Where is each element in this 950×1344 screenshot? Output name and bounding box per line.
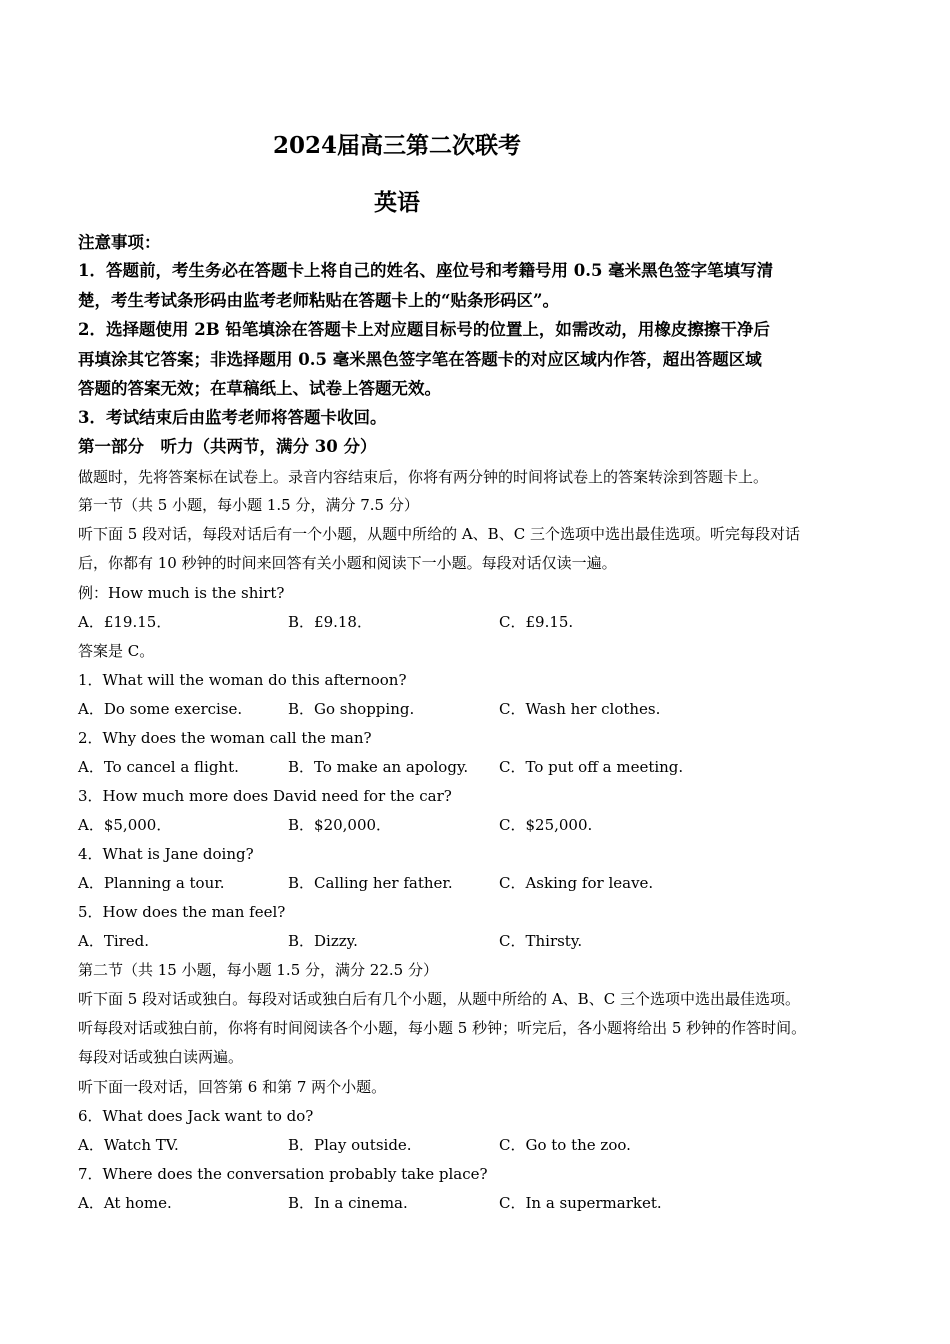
notice-item-1-line-1: 1．答题前，考生务必在答题卡上将自己的姓名、座位号和考籍号用 0.5 毫米黑色签字笔填写清 [78,261,774,280]
question-2: 2．Why does the woman call the man? [78,729,372,747]
question-7-option-b: B．In a cinema. [288,1194,408,1212]
question-2-option-c: C．To put off a meeting. [499,758,684,776]
section1-heading: 第一节（共 5 小题，每小题 1.5 分，满分 7.5 分） [78,496,419,514]
question-1-options [78,695,878,724]
question-1: 1．What will the woman do this afternoon? [78,671,407,689]
notice-item-2-line-2: 再填涂其它答案；非选择题用 0.5 毫米黑色签字笔在答题卡的对应区域内作答，超出答题区域 [78,350,762,369]
exam-subject: 英语 [374,189,420,216]
example-options [78,608,878,637]
question-3-option-b: B．$20,000． [288,816,392,834]
question-6-option-a: A．Watch TV. [78,1136,179,1154]
question-6-options [78,1131,878,1160]
example-question: 例：How much is the shirt? [78,584,285,602]
question-3-option-a: A．$5,000． [78,816,172,834]
question-2-option-b: B．To make an apology. [288,758,469,776]
question-7: 7．Where does the conversation probably take place? [78,1165,488,1183]
question-4: 4．What is Jane doing? [78,845,254,863]
question-5-option-a: A．Tired. [78,932,150,950]
question-1-option-a: A．Do some exercise. [78,700,243,718]
question-7-options [78,1189,878,1218]
question-7-option-a: A．At home. [78,1194,172,1212]
notice-heading: 注意事项： [78,233,161,252]
question-5-option-c: C．Thirsty. [499,932,583,950]
notice-item-2-line-1: 2．选择题使用 2B 铅笔填涂在答题卡上对应题目标号的位置上，如需改动，用橡皮擦擦干净后 [78,320,770,339]
example-option-c: C．£9.15. [499,613,574,631]
part1-heading: 第一部分 听力（共两节，满分 30 分） [78,437,377,456]
section2-directions-line-3: 每段对话或独白读两遍。 [78,1048,244,1066]
question-7-option-c: C．In a supermarket. [499,1194,662,1212]
example-option-a: A．£19.15． [78,613,172,631]
part1-intro: 做题时，先将答案标在试卷上。录音内容结束后，你将有两分钟的时间将试卷上的答案转涂到答题卡上。 [78,468,769,486]
question-1-option-c: C．Wash her clothes. [499,700,661,718]
section2-directions-line-1: 听下面 5 段对话或独白。每段对话或独白后有几个小题，从题中所给的 A、B、C 三个选项中选出最佳选项。 [78,990,800,1008]
section2-heading: 第二节（共 15 小题，每小题 1.5 分，满分 22.5 分） [78,961,438,979]
exam-title: 2024届高三第二次联考 [272,132,521,159]
notice-item-1-line-2: 楚，考生考试条形码由监考老师粘贴在答题卡上的“贴条形码区”。 [78,291,559,310]
notice-item-2-line-3: 答题的答案无效；在草稿纸上、试卷上答题无效。 [78,379,441,398]
question-4-option-c: C．Asking for leave. [499,874,654,892]
question-6: 6．What does Jack want to do? [78,1107,314,1125]
section2-subheading: 听下面一段对话，回答第 6 和第 7 两个小题。 [78,1078,387,1096]
question-3-option-c: C．$25,000. [499,816,593,834]
section1-directions-line-2: 后，你都有 10 秒钟的时间来回答有关小题和阅读下一小题。每段对话仅读一遍。 [78,554,617,572]
question-5-option-b: B．Dizzy. [288,932,358,950]
example-answer: 答案是 C。 [78,642,155,660]
section1-directions-line-1: 听下面 5 段对话，每段对话后有一个小题，从题中所给的 A、B、C 三个选项中选出最佳选项。听完每段对话 [78,525,800,543]
question-5: 5．How does the man feel? [78,903,286,921]
question-4-option-a: A．Planning a tour. [78,874,225,892]
question-3: 3．How much more does David need for the car? [78,787,452,805]
question-6-option-c: C．Go to the zoo. [499,1136,631,1154]
notice-item-3: 3．考试结束后由监考老师将答题卡收回。 [78,408,387,427]
question-6-option-b: B．Play outside. [288,1136,412,1154]
example-option-b: B．£9.18． [288,613,372,631]
question-4-option-b: B．Calling her father. [288,874,453,892]
question-2-option-a: A．To cancel a flight. [78,758,239,776]
question-5-options [78,927,878,956]
section2-directions-line-2: 听每段对话或独白前，你将有时间阅读各个小题，每小题 5 秒钟；听完后，各小题将给出 5 秒钟的作答时间。 [78,1019,807,1037]
question-4-options [78,869,878,898]
question-1-option-b: B．Go shopping. [288,700,415,718]
question-3-options [78,811,878,840]
question-2-options [78,753,878,782]
